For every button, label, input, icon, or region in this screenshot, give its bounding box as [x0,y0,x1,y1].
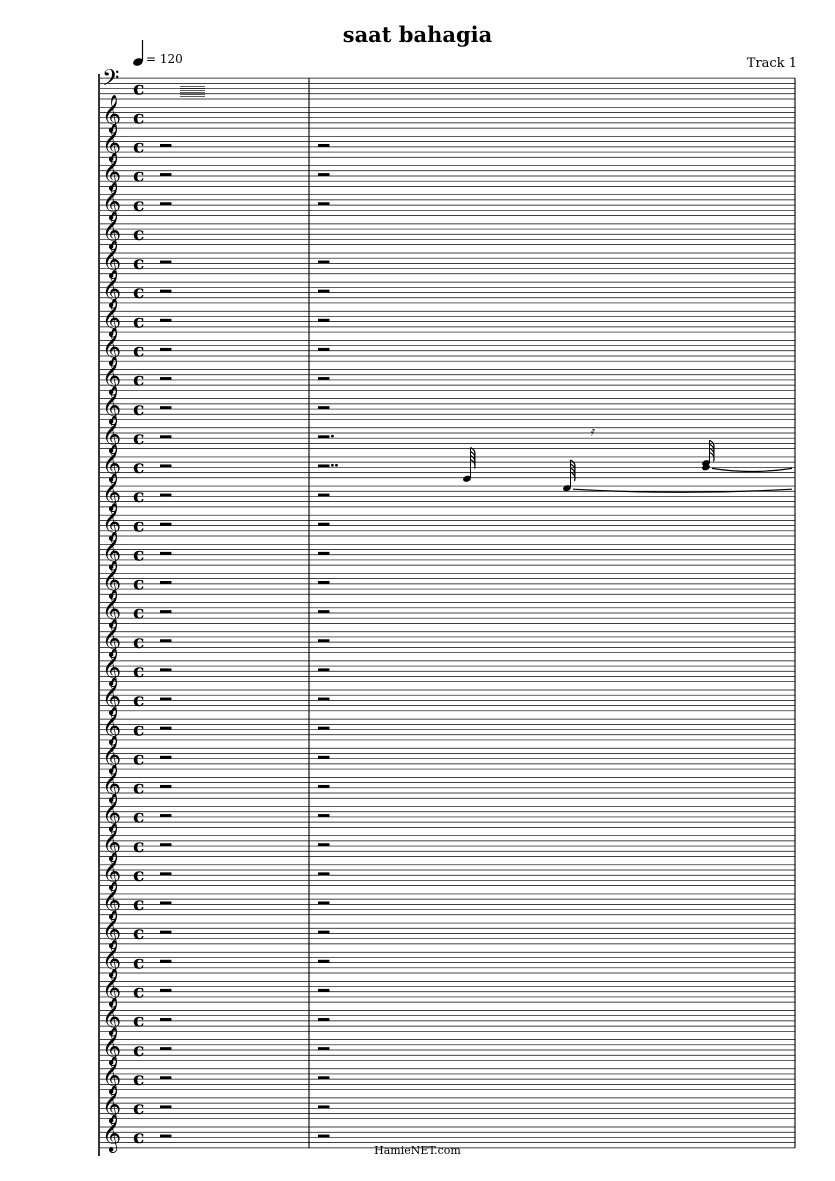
half-rest [160,406,171,409]
half-rest [318,1047,329,1050]
staff [100,923,795,944]
treble-clef-icon: 𝄞 [102,297,122,336]
staff [100,544,795,565]
half-rest [318,552,329,555]
common-time-signature: c [133,630,145,653]
common-time-signature: c [133,456,145,479]
half-rest [160,523,171,526]
half-rest [318,1135,329,1138]
half-rest [160,464,171,467]
staff [100,690,795,711]
staff [100,282,795,303]
treble-clef-icon: 𝄞 [102,530,122,569]
common-time-signature: c [133,543,145,566]
half-rest [318,202,329,205]
staff [100,457,795,478]
treble-clef-icon: 𝄞 [102,997,122,1036]
staff [100,865,795,886]
half-rest [318,698,329,701]
half-rest [160,319,171,322]
half-rest [160,639,171,642]
half-rest [160,261,171,264]
treble-clef-icon: 𝄞 [102,123,122,162]
treble-clef-icon: 𝄞 [102,152,122,191]
treble-clef-icon: 𝄞 [102,851,122,890]
half-rest [318,727,329,730]
bass-clef-icon: 𝄢 [102,65,120,97]
common-time-signature: c [133,339,145,362]
half-rest [318,290,329,293]
treble-clef-icon: 𝄞 [102,764,122,803]
staff [100,748,795,769]
common-time-signature: c [133,514,145,537]
score-title: saat bahagia [342,22,493,47]
common-time-signature: c [133,1126,145,1149]
common-time-signature: c [133,893,145,916]
half-rest [160,581,171,584]
half-rest [318,756,329,759]
staff [100,807,795,828]
staff [100,399,795,420]
half-rest [318,144,329,147]
half-rest [318,1076,329,1079]
common-time-signature: c [133,1097,145,1120]
staff [100,224,795,245]
half-rest [160,1018,171,1021]
half-rest [160,610,171,613]
half-rest [160,202,171,205]
treble-clef-icon: 𝄞 [102,472,122,511]
half-rest [318,901,329,904]
treble-clef-icon: 𝄞 [102,239,122,278]
half-rest [318,348,329,351]
treble-clef-icon: 𝄞 [102,1084,122,1123]
treble-clef-icon: 𝄞 [102,501,122,540]
half-rest [160,1105,171,1108]
common-time-signature: c [133,252,145,275]
half-rest [160,348,171,351]
staff [100,719,795,740]
treble-clef-icon: 𝄞 [102,93,122,132]
staff [100,836,795,857]
common-time-signature: c [133,426,145,449]
treble-clef-icon: 𝄞 [102,1055,122,1094]
treble-clef-icon: 𝄞 [102,385,122,424]
half-rest [160,785,171,788]
staff [100,661,795,682]
staff [100,573,795,594]
staff [100,632,795,653]
common-time-signature: c [133,77,145,100]
common-time-signature: c [133,222,145,245]
common-time-signature: c [133,106,145,129]
common-time-signature: c [133,135,145,158]
half-rest [160,960,171,963]
staff [100,1098,795,1119]
half-rest [160,931,171,934]
common-time-signature: c [133,718,145,741]
half-rest [160,1135,171,1138]
common-time-signature: c [133,310,145,333]
staff [100,1010,795,1031]
footer-credit: HamieNET.com [374,1144,461,1157]
rest-dot [335,464,338,467]
half-rest [318,319,329,322]
staff [100,1040,795,1061]
half-rest [160,144,171,147]
treble-clef-icon: 𝄞 [102,938,122,977]
common-time-signature: c [133,689,145,712]
half-rest [318,668,329,671]
staff [100,952,795,973]
staff [100,515,795,536]
staff [100,370,795,391]
half-rest [160,1076,171,1079]
half-rest [318,960,329,963]
treble-clef-icon: 𝄞 [102,822,122,861]
track-label: Track 1 [746,56,797,71]
treble-clef-icon: 𝄞 [102,181,122,220]
common-time-signature: c [133,281,145,304]
half-rest [160,756,171,759]
tempo-text: = 120 [146,52,183,66]
half-rest [318,814,329,817]
treble-clef-icon: 𝄞 [102,618,122,657]
half-rest [160,494,171,497]
half-rest [318,377,329,380]
treble-clef-icon: 𝄞 [102,268,122,307]
half-rest [160,1047,171,1050]
common-time-signature: c [133,572,145,595]
half-rest [318,843,329,846]
half-rest [318,931,329,934]
half-rest [318,406,329,409]
half-rest [160,552,171,555]
half-rest [160,989,171,992]
staff [100,253,795,274]
treble-clef-icon: 𝄞 [102,560,122,599]
rest-dot [331,464,334,467]
half-rest [318,1018,329,1021]
tie [573,489,792,492]
treble-clef-icon: 𝄞 [102,1113,122,1152]
half-rest [318,261,329,264]
common-time-signature: c [133,164,145,187]
staff [100,603,795,624]
half-rest [318,581,329,584]
common-time-signature: c [133,863,145,886]
treble-clef-icon: 𝄞 [102,793,122,832]
half-rest [160,872,171,875]
half-rest [318,872,329,875]
treble-clef-icon: 𝄞 [102,880,122,919]
half-rest [160,814,171,817]
treble-clef-icon: 𝄞 [102,356,122,395]
treble-clef-icon: 𝄞 [102,414,122,453]
dotted-half-rest [318,435,329,438]
tie [712,468,792,471]
common-time-signature: c [133,1067,145,1090]
half-rest [318,1105,329,1108]
staff [100,195,795,216]
common-time-signature: c [133,397,145,420]
treble-clef-icon: 𝄞 [102,1026,122,1065]
treble-clef-icon: 𝄞 [102,968,122,1006]
common-time-signature: c [133,659,145,682]
treble-clef-icon: 𝄞 [102,705,122,744]
staff [100,981,795,1002]
staff [100,107,795,128]
common-time-signature: c [133,193,145,216]
common-time-signature: c [133,1009,145,1032]
staff [100,777,795,798]
treble-clef-icon: 𝄞 [102,210,122,249]
half-rest [160,435,171,438]
half-rest [160,901,171,904]
common-time-signature: c [133,922,145,945]
staff [100,428,795,449]
half-rest [160,843,171,846]
common-time-signature: c [133,485,145,508]
thirty-second-rest: 𝄿 [590,423,594,439]
double-dotted-half-rest [318,464,329,467]
common-time-signature: c [133,805,145,828]
half-rest [318,989,329,992]
treble-clef-icon: 𝄞 [102,327,122,366]
treble-clef-icon: 𝄞 [102,647,122,686]
treble-clef-icon: 𝄞 [102,443,122,482]
half-rest [160,377,171,380]
common-time-signature: c [133,834,145,857]
common-time-signature: c [133,747,145,770]
half-rest [318,639,329,642]
half-rest [318,610,329,613]
half-rest [160,290,171,293]
staff [100,136,795,157]
rest-dot [331,435,334,438]
half-rest [318,523,329,526]
treble-clef-icon: 𝄞 [102,589,122,628]
common-time-signature: c [133,601,145,624]
half-rest [318,785,329,788]
treble-clef-icon: 𝄞 [102,734,122,773]
treble-clef-icon: 𝄞 [102,909,122,948]
half-rest [160,668,171,671]
common-time-signature: c [133,980,145,1003]
common-time-signature: c [133,951,145,974]
common-time-signature: c [133,368,145,391]
half-rest [318,173,329,176]
treble-clef-icon: 𝄞 [102,676,122,715]
staff [100,340,795,361]
staff [100,1069,795,1090]
common-time-signature: c [133,776,145,799]
staff [100,486,795,507]
staff [100,166,795,187]
half-rest [160,727,171,730]
staff [100,311,795,332]
half-rest [160,173,171,176]
half-rest [318,494,329,497]
common-time-signature: c [133,1038,145,1061]
half-rest [160,698,171,701]
staff [100,894,795,915]
